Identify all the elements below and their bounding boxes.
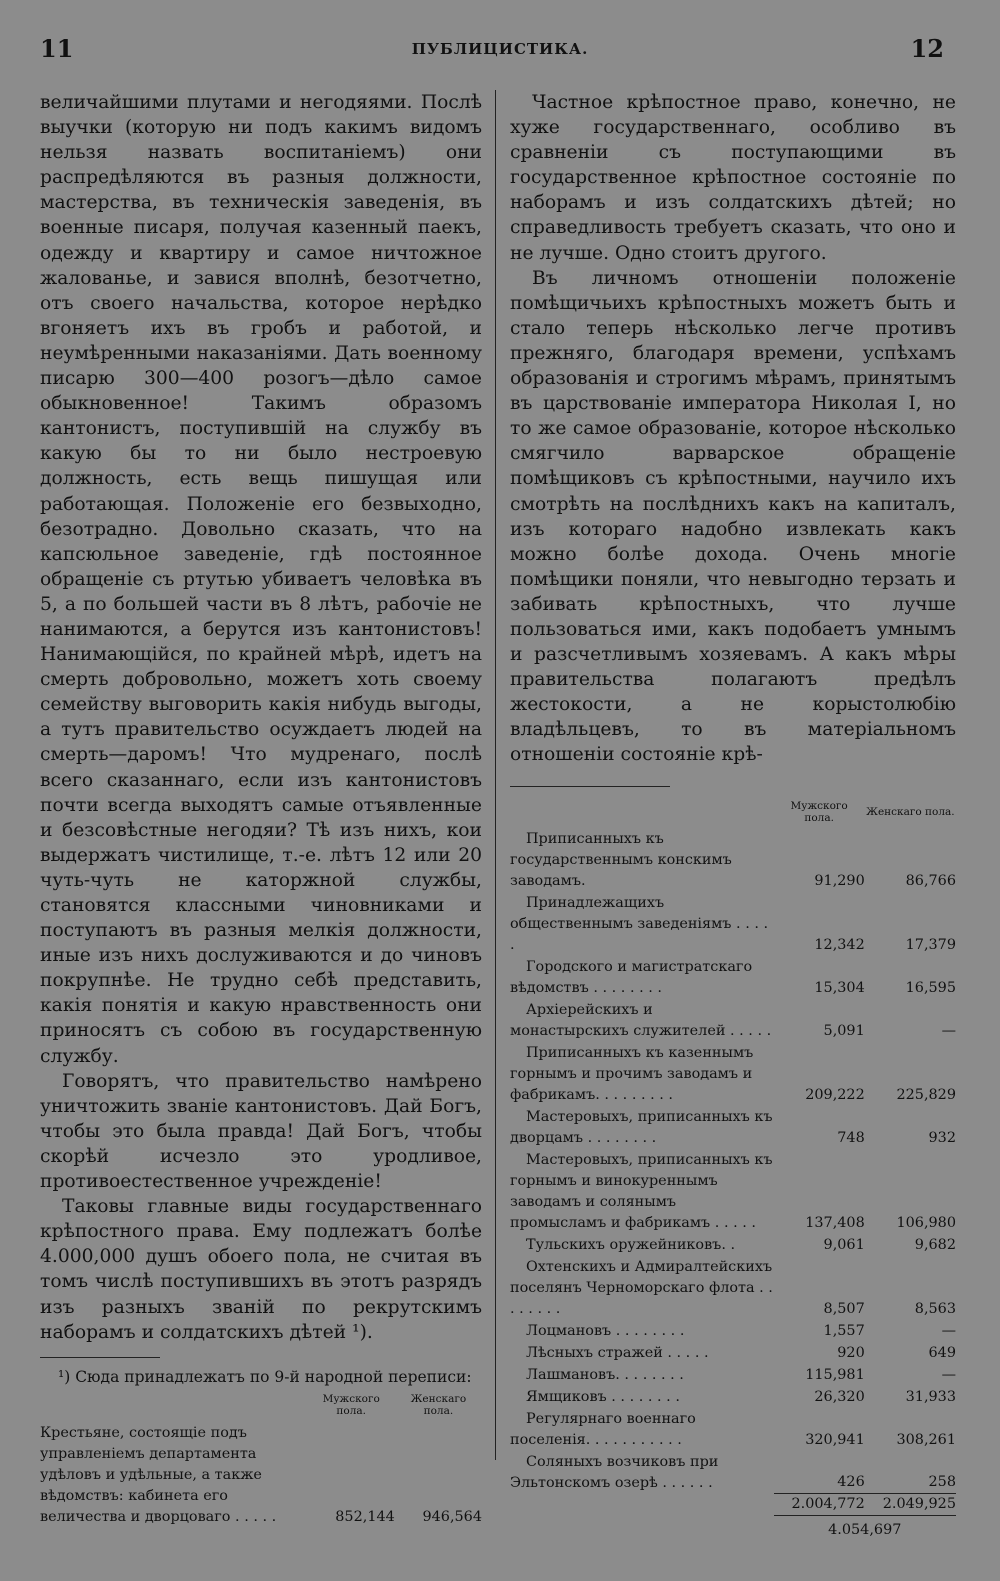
row-male: 5,091 xyxy=(823,1022,865,1039)
row-label: Лѣсныхъ стражей . . . . . xyxy=(526,1344,709,1361)
running-title: ПУБЛИЦИСТИКА. xyxy=(411,40,589,58)
footnote-row-label: Крестьяне, состоящіе подъ управленіемъ департамента удѣловъ и удѣльные, а также вѣдомствъ: кабинета его величества и дворцоваго . . . . . xyxy=(40,1424,277,1525)
row-male: 12,342 xyxy=(814,936,865,953)
totals-row xyxy=(510,1494,956,1516)
table-row xyxy=(510,1106,956,1149)
total-female: 2.049,925 xyxy=(865,1494,956,1516)
paragraph: Говорятъ, что правительство намѣрено уничтожить званіе кантонистовъ. Дай Богъ, чтобы это была правда! Дай Богъ, чтобы скорѣй исчезло это уродливое, противоестественное учрежденіе! xyxy=(40,1070,482,1193)
row-label: Тульскихъ оружейниковъ. . xyxy=(526,1236,736,1253)
table-row xyxy=(510,1451,956,1494)
table-row xyxy=(510,1149,956,1234)
table-row xyxy=(510,1342,956,1364)
row-female: 86,766 xyxy=(905,872,956,889)
paragraph: Частное крѣпостное право, конечно, не хуже государственнаго, особливо въ сравненіи съ поступающими въ государственное крѣпостное состояніе по наборамъ и изъ солдатскихъ дѣтей; но справедливость требуетъ сказать, что оно и не лучше. Одно стоитъ другого. xyxy=(510,92,956,264)
footnote-table xyxy=(40,1392,482,1528)
col-male-header: Мужского пола. xyxy=(790,799,848,824)
paragraph: Въ личномъ отношеніи положеніе помѣщичьихъ крѣпостныхъ можетъ быть и стало теперь нѣсколько легче противъ прежняго, благодаря времени, успѣхамъ образованія и строгимъ мѣрамъ, принятымъ въ царствованіе императора Николая I, но то же самое образованіе, которое нѣсколько смягчило варварское обращеніе помѣщиковъ съ крѣпостными, научило ихъ смотрѣть на послѣднихъ какъ на капиталъ, изъ котораго надобно извлекать какъ можно болѣе дохода. Очень многіе помѣщики поняли, что невыгодно терзать и забивать крѣпостныхъ, что лучше пользоваться ими, какъ подобаетъ умнымъ и разсчетливымъ хозяевамъ. А какъ мѣры правительства полагаютъ предѣлъ жестокости, а не корыстолюбію владѣльцевъ, то въ матеріальномъ отношеніи состояніе крѣ- xyxy=(510,267,956,766)
row-label: Регулярнаго военнаго поселенія. . . . . . . . . . . xyxy=(510,1410,696,1448)
table-row xyxy=(510,956,956,999)
row-male: 426 xyxy=(837,1474,865,1491)
table-row xyxy=(510,1256,956,1320)
row-female: 106,980 xyxy=(896,1214,956,1231)
footnote-col-female: Женскаго пола. xyxy=(410,1392,467,1417)
footnote-row-male: 852,144 xyxy=(335,1508,395,1525)
row-label: Городского и магистратскаго вѣдомствъ . . . . . . . . xyxy=(510,958,753,996)
row-label: Лашмановъ. . . . . . . . xyxy=(526,1366,684,1383)
grand-total-row xyxy=(510,1516,956,1542)
table-row xyxy=(510,1386,956,1408)
table-row xyxy=(510,999,956,1042)
row-male: 1,557 xyxy=(823,1322,865,1339)
row-female: — xyxy=(941,1366,956,1383)
row-female: 8,563 xyxy=(914,1300,956,1317)
paragraph: Таковы главные виды государственнаго крѣпостного права. Ему подлежатъ болѣе 4.000,000 душъ обоего пола, не считая въ томъ числѣ поступившихъ въ этотъ разрядъ изъ разныхъ званій по рекрутскимъ наборамъ и солдатскихъ дѣтей ¹). xyxy=(40,1196,482,1343)
row-female: 17,379 xyxy=(905,936,956,953)
row-male: 91,290 xyxy=(814,872,865,889)
row-label: Ямщиковъ . . . . . . . . xyxy=(526,1388,680,1405)
paragraph: величайшими плутами и негодяями. Послѣ выучки (которую ни подъ какимъ видомъ нельзя назвать воспитаніемъ) они распредѣляются въ разныя должности, мастерства, въ техническія заведенія, въ военные писаря, получая казенный паекъ, одежду и квартиру и самое ничтожное жалованье, и завися вполнѣ, безотчетно, отъ своего начальства, которое нерѣдко вгоняетъ ихъ въ гробъ и работой, и неумѣренными наказаніями. Дать военному писарю 300—400 розогъ—дѣло самое обыкновенное! Такимъ образомъ кантонистъ, поступившій на службу въ какую бы то ни было нестроевую должность, есть вещь пишущая или работающая. Положеніе его безвыходно, безотрадно. Довольно сказать, что на капсюльное заведеніе, гдѣ постоянное обращеніе съ ртутью убиваетъ человѣка въ 5, а по большей части въ 8 лѣтъ, рабочіе не нанимаются, а берутся изъ кантонистовъ! Нанимающійся, по крайней мѣрѣ, идетъ на смерть добровольно, можетъ хоть своему семейству выговорить какія нибудь выгоды, а тутъ правительство осуждаетъ людей на смерть—даромъ! Что мудренаго, послѣ всего сказаннаго, если изъ кантонистовъ почти всегда выходятъ самые отъявленные и безсовѣстные негодяи? Тѣ изъ нихъ, кои выдержатъ чистилище, т.-е. лѣтъ 12 или 20 чуть-чуть не каторжной службы, становятся классными чиновниками и поступаютъ въ разныя мелкія должности, иные изъ нихъ дослуживаются и до чиновъ покрупнѣе. Не трудно себѣ представить, какія понятія и какую нравственность они приносятъ съ собою въ государственную службу. xyxy=(40,92,482,1067)
table-row xyxy=(510,828,956,892)
row-male: 137,408 xyxy=(805,1214,865,1231)
table-row xyxy=(510,1234,956,1256)
footnote-rule xyxy=(40,1357,160,1358)
row-label: Лоцмановъ . . . . . . . . xyxy=(526,1322,685,1339)
table-row xyxy=(510,1364,956,1386)
row-label: Приписанныхъ къ казеннымъ горнымъ и прочимъ заводамъ и фабрикамъ. . . . . . . . . xyxy=(510,1044,754,1103)
footnote-col-male: Мужского пола. xyxy=(322,1392,380,1417)
row-male: 9,061 xyxy=(823,1236,865,1253)
total-male: 2.004,772 xyxy=(774,1494,865,1516)
footnote-row-female: 946,564 xyxy=(422,1508,482,1525)
row-female: 16,595 xyxy=(905,979,956,996)
row-female: 31,933 xyxy=(905,1388,956,1405)
grand-total: 4.054,697 xyxy=(828,1522,902,1539)
row-label: Охтенскихъ и Адмиралтейскихъ поселянъ Черноморскаго флота . . . . . . . . xyxy=(510,1258,773,1317)
right-column xyxy=(510,90,956,1541)
row-male: 920 xyxy=(837,1344,865,1361)
row-female: 932 xyxy=(928,1129,956,1146)
column-divider xyxy=(495,90,496,1460)
footnote-text: ¹) Сюда принадлежатъ по 9-й народной переписи: xyxy=(58,1367,472,1386)
right-page-number: 12 xyxy=(910,34,944,63)
row-female: 308,261 xyxy=(896,1431,956,1448)
row-label: Мастеровыхъ, приписанныхъ къ горнымъ и винокуреннымъ заводамъ и солянымъ промысламъ и фабрикамъ . . . . . xyxy=(510,1151,773,1231)
left-column xyxy=(40,90,482,1528)
row-male: 209,222 xyxy=(805,1086,865,1103)
row-label: Принадлежащихъ общественнымъ заведеніямъ . . . . . xyxy=(510,894,769,953)
row-female: 649 xyxy=(928,1344,956,1361)
row-male: 8,507 xyxy=(823,1300,865,1317)
row-male: 26,320 xyxy=(814,1388,865,1405)
row-female: — xyxy=(941,1322,956,1339)
row-male: 115,981 xyxy=(805,1366,865,1383)
table-rule xyxy=(510,786,670,787)
table-row xyxy=(510,1042,956,1106)
row-label: Архіерейскихъ и монастырскихъ служителей . . . . . xyxy=(510,1001,772,1039)
row-label: Соляныхъ возчиковъ при Эльтонскомъ озерѣ . . . . . . xyxy=(510,1453,719,1491)
table-row xyxy=(510,1408,956,1451)
page-header xyxy=(0,34,1000,68)
row-female: 9,682 xyxy=(914,1236,956,1253)
row-male: 320,941 xyxy=(805,1431,865,1448)
row-female: 258 xyxy=(928,1474,956,1491)
col-female-header: Женскаго пола. xyxy=(866,805,955,818)
row-label: Мастеровыхъ, приписанныхъ къ дворцамъ . . . . . . . . xyxy=(510,1108,773,1146)
row-female: 225,829 xyxy=(896,1086,956,1103)
table-row xyxy=(510,892,956,956)
row-label: Приписанныхъ къ государственнымъ конскимъ заводамъ. xyxy=(510,830,732,889)
left-page-number: 11 xyxy=(40,34,74,63)
row-male: 15,304 xyxy=(814,979,865,996)
table-row xyxy=(510,1320,956,1342)
row-male: 748 xyxy=(837,1129,865,1146)
row-female: — xyxy=(941,1022,956,1039)
census-table xyxy=(510,799,956,1542)
